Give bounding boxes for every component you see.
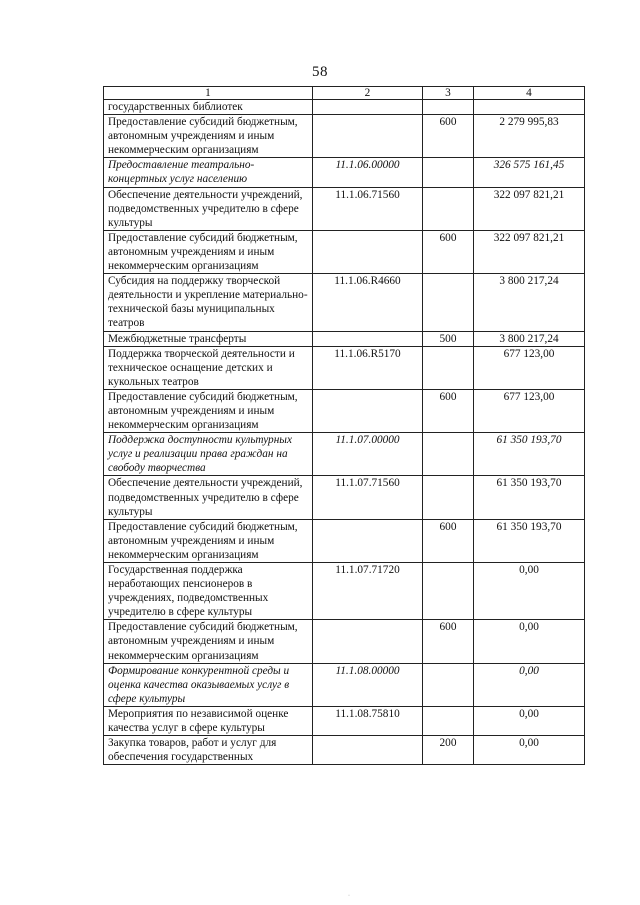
row-amount-cell: 0,00: [474, 620, 585, 663]
row-name-cell: Предоставление субсидий бюджетным, автономным учреждениям и иным некоммерческим организациям: [104, 620, 313, 663]
row-name-cell: Обеспечение деятельности учреждений, подведомственных учредителю в сфере культуры: [104, 187, 313, 230]
row-code-cell: 11.1.08.75810: [313, 706, 423, 735]
scan-dot: ·: [348, 893, 350, 899]
row-code-cell: 11.1.07.71560: [313, 476, 423, 519]
row-name-cell: государственных библиотек: [104, 100, 313, 115]
row-expense-type-cell: 500: [423, 331, 474, 346]
row-expense-type-cell: 600: [423, 230, 474, 273]
column-header: 1: [104, 87, 313, 100]
column-header: 3: [423, 87, 474, 100]
table-body: [104, 100, 585, 765]
row-amount-cell: 322 097 821,21: [474, 230, 585, 273]
row-code-cell: [313, 519, 423, 562]
row-amount-cell: 3 800 217,24: [474, 331, 585, 346]
row-code-cell: [313, 115, 423, 158]
table-row: [104, 663, 585, 706]
row-name-cell: Предоставление субсидий бюджетным, автономным учреждениям и иным некоммерческим организациям: [104, 519, 313, 562]
row-code-cell: [313, 100, 423, 115]
table-row: [104, 274, 585, 331]
table-row: [104, 476, 585, 519]
row-amount-cell: 0,00: [474, 663, 585, 706]
row-expense-type-cell: [423, 187, 474, 230]
row-expense-type-cell: [423, 346, 474, 389]
row-code-cell: [313, 230, 423, 273]
row-expense-type-cell: 200: [423, 736, 474, 765]
row-amount-cell: 61 350 193,70: [474, 519, 585, 562]
row-amount-cell: 3 800 217,24: [474, 274, 585, 331]
table-row: [104, 563, 585, 620]
row-code-cell: [313, 331, 423, 346]
row-name-cell: Межбюджетные трансферты: [104, 331, 313, 346]
table-row: [104, 331, 585, 346]
row-name-cell: Предоставление субсидий бюджетным, автономным учреждениям и иным некоммерческим организациям: [104, 115, 313, 158]
row-amount-cell: 61 350 193,70: [474, 476, 585, 519]
row-amount-cell: [474, 100, 585, 115]
row-amount-cell: 0,00: [474, 706, 585, 735]
row-amount-cell: 322 097 821,21: [474, 187, 585, 230]
table-row: [104, 158, 585, 187]
row-expense-type-cell: [423, 433, 474, 476]
row-expense-type-cell: 600: [423, 519, 474, 562]
row-name-cell: Предоставление субсидий бюджетным, автономным учреждениям и иным некоммерческим организациям: [104, 230, 313, 273]
row-expense-type-cell: 600: [423, 115, 474, 158]
row-code-cell: 11.1.06.R4660: [313, 274, 423, 331]
row-expense-type-cell: [423, 274, 474, 331]
table-row: [104, 736, 585, 765]
row-code-cell: 11.1.08.00000: [313, 663, 423, 706]
table-row: [104, 346, 585, 389]
table-row: [104, 100, 585, 115]
row-name-cell: Предоставление субсидий бюджетным, автономным учреждениям и иным некоммерческим организациям: [104, 389, 313, 432]
row-expense-type-cell: [423, 158, 474, 187]
row-name-cell: Мероприятия по независимой оценке качества услуг в сфере культуры: [104, 706, 313, 735]
page-number: 58: [312, 64, 328, 80]
row-name-cell: Государственная поддержка неработающих пенсионеров в учреждениях, подведомственных учредителю в сфере культуры: [104, 563, 313, 620]
table-row: [104, 389, 585, 432]
budget-table: [103, 86, 585, 765]
row-amount-cell: 0,00: [474, 736, 585, 765]
row-expense-type-cell: 600: [423, 389, 474, 432]
row-name-cell: Обеспечение деятельности учреждений, подведомственных учредителю в сфере культуры: [104, 476, 313, 519]
table-header-row: [104, 87, 585, 100]
row-expense-type-cell: [423, 100, 474, 115]
row-code-cell: [313, 736, 423, 765]
row-amount-cell: 677 123,00: [474, 389, 585, 432]
table-row: [104, 620, 585, 663]
row-code-cell: 11.1.07.71720: [313, 563, 423, 620]
row-amount-cell: 326 575 161,45: [474, 158, 585, 187]
table-row: [104, 230, 585, 273]
row-name-cell: Формирование конкурентной среды и оценка качества оказываемых услуг в сфере культуры: [104, 663, 313, 706]
row-code-cell: [313, 389, 423, 432]
row-amount-cell: 61 350 193,70: [474, 433, 585, 476]
row-code-cell: 11.1.07.00000: [313, 433, 423, 476]
column-header: 2: [313, 87, 423, 100]
row-expense-type-cell: [423, 563, 474, 620]
row-name-cell: Предоставление театрально-концертных услуг населению: [104, 158, 313, 187]
row-code-cell: 11.1.06.71560: [313, 187, 423, 230]
row-name-cell: Поддержка творческой деятельности и техническое оснащение детских и кукольных театров: [104, 346, 313, 389]
column-header: 4: [474, 87, 585, 100]
row-expense-type-cell: 600: [423, 620, 474, 663]
row-expense-type-cell: [423, 663, 474, 706]
row-expense-type-cell: [423, 476, 474, 519]
row-expense-type-cell: [423, 706, 474, 735]
row-code-cell: [313, 620, 423, 663]
table-row: [104, 433, 585, 476]
row-name-cell: Закупка товаров, работ и услуг для обеспечения государственных: [104, 736, 313, 765]
table-row: [104, 706, 585, 735]
row-amount-cell: 2 279 995,83: [474, 115, 585, 158]
row-amount-cell: 677 123,00: [474, 346, 585, 389]
table-row: [104, 519, 585, 562]
row-amount-cell: 0,00: [474, 563, 585, 620]
table-row: [104, 187, 585, 230]
row-code-cell: 11.1.06.00000: [313, 158, 423, 187]
row-code-cell: 11.1.06.R5170: [313, 346, 423, 389]
table-row: [104, 115, 585, 158]
row-name-cell: Субсидия на поддержку творческой деятельности и укрепление материально-технической базы муниципальных театров: [104, 274, 313, 331]
row-name-cell: Поддержка доступности культурных услуг и реализации права граждан на свободу творчества: [104, 433, 313, 476]
